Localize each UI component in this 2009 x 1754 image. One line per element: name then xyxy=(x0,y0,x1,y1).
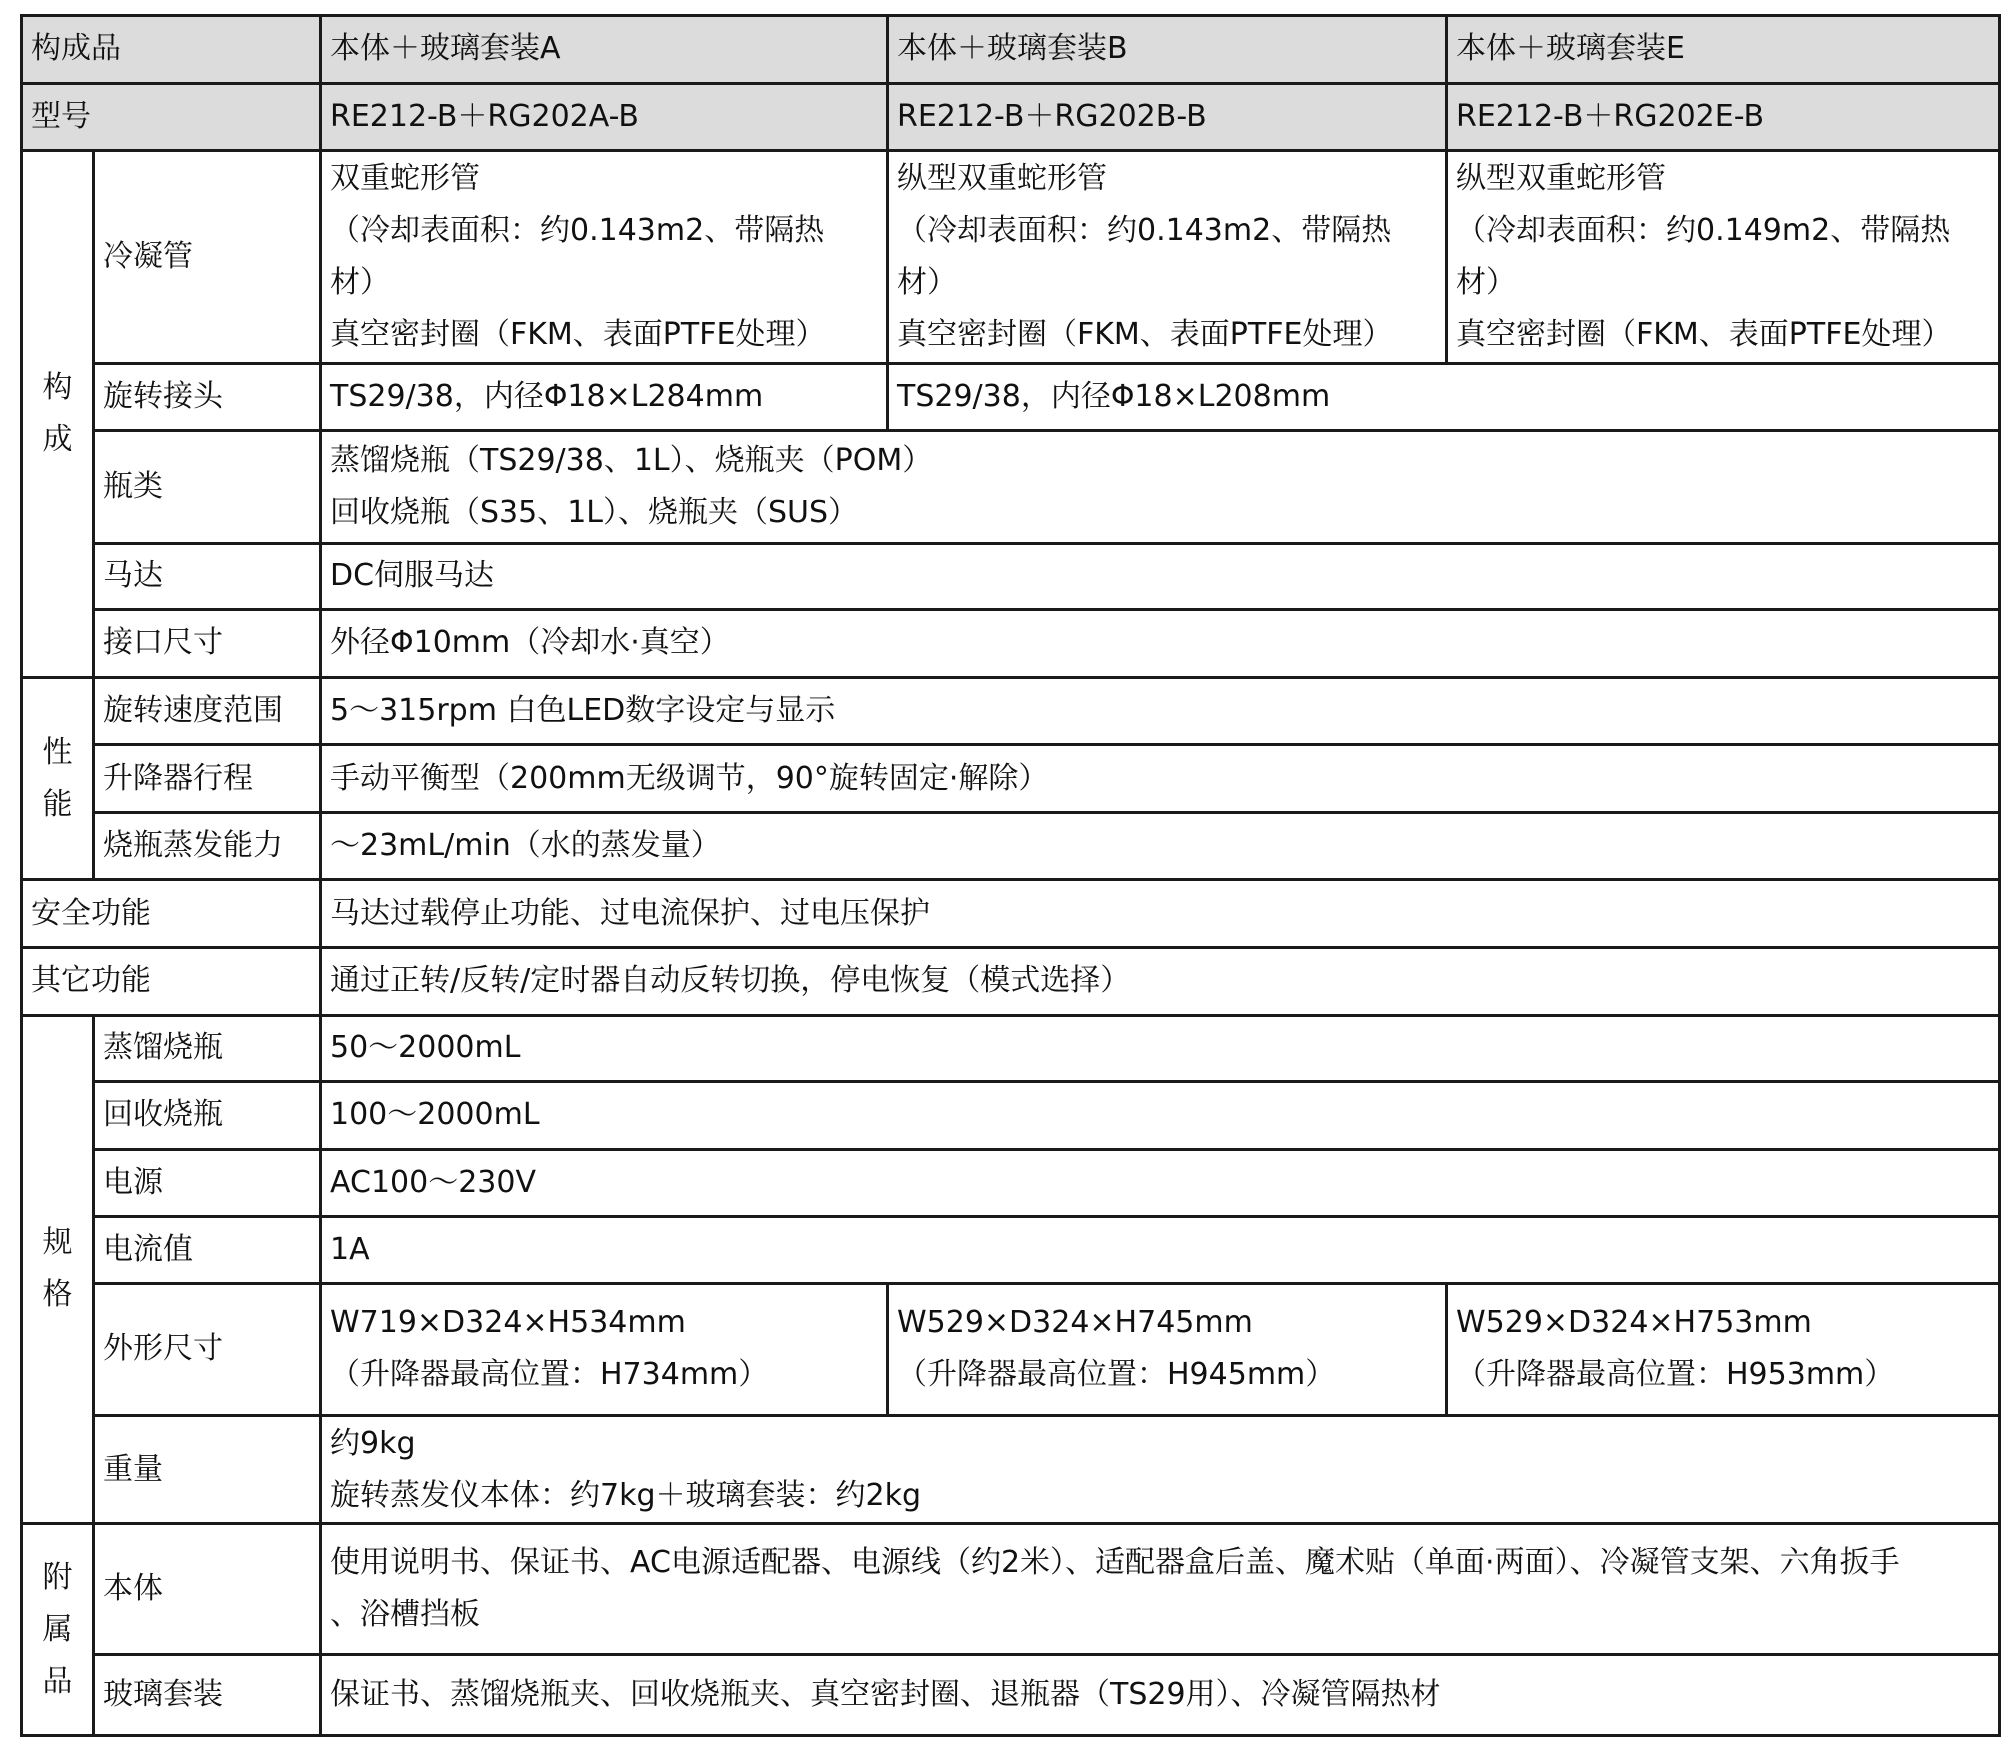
cell-line: 、浴槽挡板 xyxy=(330,1597,480,1633)
cell-line: 使用说明书、保证书、AC电源适配器、电源线（约2米）、适配器盒后盖、魔术贴（单面·两面）、冷凝管支架、六角扳手 xyxy=(330,1545,1900,1581)
cell-line: 纵型双重蛇形管 xyxy=(1456,161,1666,197)
recv-flask-label: 回收烧瓶 xyxy=(94,1082,321,1150)
cell-line: 材） xyxy=(330,265,390,301)
group-char: 构 xyxy=(42,369,73,405)
cell-line: W719×D324×H534mm xyxy=(330,1305,686,1341)
group-performance xyxy=(22,677,94,880)
cell-line: 回收烧瓶（S35、1L）、烧瓶夹（SUS） xyxy=(330,494,859,530)
dims-label: 外形尺寸 xyxy=(94,1283,321,1415)
condenser-b xyxy=(888,151,1447,364)
acc-body-label: 本体 xyxy=(94,1524,321,1655)
cell-line: 双重蛇形管 xyxy=(330,161,480,197)
row-lift xyxy=(22,745,2000,813)
row-dist-flask xyxy=(22,1015,2000,1082)
dims-e xyxy=(1447,1283,2000,1415)
row-power xyxy=(22,1149,2000,1217)
cell-line: 材） xyxy=(1456,265,1516,301)
safety-value: 马达过载停止功能、过电流保护、过电压保护 xyxy=(321,880,2000,948)
cell-line: 真空密封圈（FKM、表面PTFE处理） xyxy=(330,317,826,353)
power-label: 电源 xyxy=(94,1149,321,1217)
row-acc-glass xyxy=(22,1655,2000,1736)
evap-label: 烧瓶蒸发能力 xyxy=(94,812,321,880)
current-value: 1A xyxy=(321,1217,2000,1284)
row-port xyxy=(22,610,2000,678)
cell-line: （冷却表面积：约0.143m2、带隔热 xyxy=(330,213,825,249)
row-other xyxy=(22,948,2000,1016)
row-recv-flask xyxy=(22,1082,2000,1150)
flasks-label: 瓶类 xyxy=(94,430,321,543)
cell-line: 材） xyxy=(897,265,957,301)
evap-value: ～23mL/min（水的蒸发量） xyxy=(321,812,2000,880)
condenser-e xyxy=(1447,151,2000,364)
set-e-header: 本体＋玻璃套装E xyxy=(1447,16,2000,84)
lift-label: 升降器行程 xyxy=(94,745,321,813)
acc-glass-label: 玻璃套装 xyxy=(94,1655,321,1736)
group-char: 成 xyxy=(42,421,73,457)
row-weight xyxy=(22,1416,2000,1524)
model-b: RE212-B＋RG202B-B xyxy=(888,83,1447,151)
lift-value: 手动平衡型（200mm无级调节，90°旋转固定·解除） xyxy=(321,745,2000,813)
row-current xyxy=(22,1217,2000,1284)
model-a: RE212-B＋RG202A-B xyxy=(321,83,888,151)
group-composition xyxy=(22,151,94,678)
group-char: 附 xyxy=(42,1559,73,1595)
acc-glass-value: 保证书、蒸馏烧瓶夹、回收烧瓶夹、真空密封圈、退瓶器（TS29用）、冷凝管隔热材 xyxy=(321,1655,2000,1736)
cell-line: （冷却表面积：约0.149m2、带隔热 xyxy=(1456,213,1951,249)
row-joint xyxy=(22,364,2000,431)
group-specs xyxy=(22,1015,94,1523)
cell-line: 旋转蒸发仪本体：约7kg＋玻璃套装：约2kg xyxy=(330,1477,922,1513)
speed-value: 5～315rpm 白色LED数字设定与显示 xyxy=(321,677,2000,745)
speed-label: 旋转速度范围 xyxy=(94,677,321,745)
weight-label: 重量 xyxy=(94,1416,321,1524)
row-dims xyxy=(22,1283,2000,1415)
row-flasks xyxy=(22,430,2000,543)
flasks-value xyxy=(321,430,2000,543)
cell-line: （冷却表面积：约0.143m2、带隔热 xyxy=(897,213,1392,249)
acc-body-value xyxy=(321,1524,2000,1655)
group-char: 品 xyxy=(42,1663,73,1699)
group-char: 规 xyxy=(42,1225,73,1261)
model-label: 型号 xyxy=(22,83,321,151)
port-value: 外径Φ10mm（冷却水·真空） xyxy=(321,610,2000,678)
group-accessories xyxy=(22,1524,94,1736)
header-row-set xyxy=(22,16,2000,84)
set-b-header: 本体＋玻璃套装B xyxy=(888,16,1447,84)
group-char: 性 xyxy=(42,734,73,770)
row-acc-body xyxy=(22,1524,2000,1655)
cell-line: W529×D324×H745mm xyxy=(897,1305,1253,1341)
joint-a: TS29/38，内径Φ18×L284mm xyxy=(321,364,888,431)
cell-line: （升降器最高位置：H734mm） xyxy=(330,1357,769,1393)
model-e: RE212-B＋RG202E-B xyxy=(1447,83,2000,151)
row-condenser xyxy=(22,151,2000,364)
cell-line: 真空密封圈（FKM、表面PTFE处理） xyxy=(1456,317,1952,353)
spec-table xyxy=(20,14,2001,1737)
cell-line: （升降器最高位置：H953mm） xyxy=(1456,1357,1895,1393)
other-label: 其它功能 xyxy=(22,948,321,1016)
condenser-a xyxy=(321,151,888,364)
cell-line: 纵型双重蛇形管 xyxy=(897,161,1107,197)
cell-line: （升降器最高位置：H945mm） xyxy=(897,1357,1336,1393)
cell-line: 蒸馏烧瓶（TS29/38、1L）、烧瓶夹（POM） xyxy=(330,442,933,478)
row-speed xyxy=(22,677,2000,745)
dist-flask-value: 50～2000mL xyxy=(321,1015,2000,1082)
group-char: 格 xyxy=(42,1277,73,1313)
motor-value: DC伺服马达 xyxy=(321,543,2000,610)
cell-line: 真空密封圈（FKM、表面PTFE处理） xyxy=(897,317,1393,353)
recv-flask-value: 100～2000mL xyxy=(321,1082,2000,1150)
current-label: 电流值 xyxy=(94,1217,321,1284)
set-a-header: 本体＋玻璃套装A xyxy=(321,16,888,84)
cell-line: 约9kg xyxy=(330,1425,416,1461)
weight-value xyxy=(321,1416,2000,1524)
other-value: 通过正转/反转/定时器自动反转切换，停电恢复（模式选择） xyxy=(321,948,2000,1016)
group-char: 属 xyxy=(42,1611,73,1647)
dist-flask-label: 蒸馏烧瓶 xyxy=(94,1015,321,1082)
dims-a xyxy=(321,1283,888,1415)
header-row-model xyxy=(22,83,2000,151)
dims-b xyxy=(888,1283,1447,1415)
port-label: 接口尺寸 xyxy=(94,610,321,678)
joint-label: 旋转接头 xyxy=(94,364,321,431)
safety-label: 安全功能 xyxy=(22,880,321,948)
motor-label: 马达 xyxy=(94,543,321,610)
row-safety xyxy=(22,880,2000,948)
condenser-label: 冷凝管 xyxy=(94,151,321,364)
group-char: 能 xyxy=(42,786,73,822)
row-motor xyxy=(22,543,2000,610)
power-value: AC100～230V xyxy=(321,1149,2000,1217)
cell-line: W529×D324×H753mm xyxy=(1456,1305,1812,1341)
components-label: 构成品 xyxy=(22,16,321,84)
row-evap xyxy=(22,812,2000,880)
joint-be: TS29/38，内径Φ18×L208mm xyxy=(888,364,2000,431)
